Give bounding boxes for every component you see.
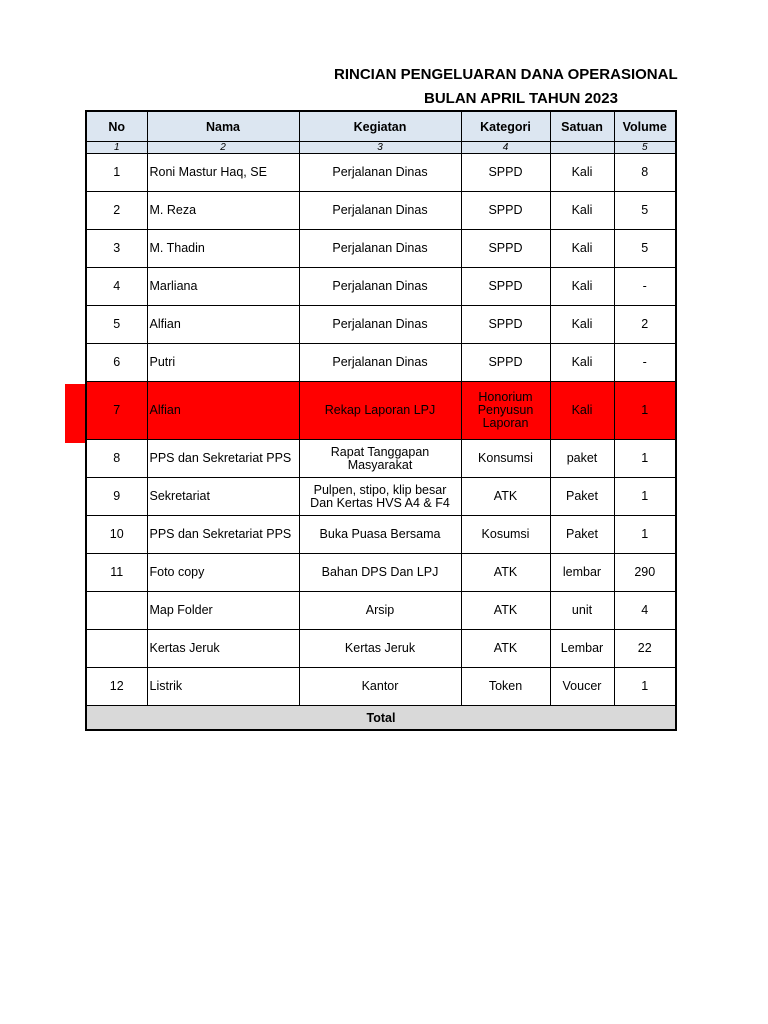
total-label: Total xyxy=(86,706,676,731)
cell-nama: Listrik xyxy=(147,668,299,706)
cell-volume: 5 xyxy=(614,192,676,230)
table-body xyxy=(86,154,676,706)
cell-nama: Putri xyxy=(147,344,299,382)
cell-nama: PPS dan Sekretariat PPS xyxy=(147,516,299,554)
cell-satuan: Paket xyxy=(550,516,614,554)
column-number: 2 xyxy=(147,142,299,154)
cell-kategori: ATK xyxy=(461,592,550,630)
cell-kategori: ATK xyxy=(461,554,550,592)
cell-nama: Marliana xyxy=(147,268,299,306)
table-row xyxy=(86,154,676,192)
cell-no: 4 xyxy=(86,268,147,306)
cell-satuan: Kali xyxy=(550,306,614,344)
cell-volume: 2 xyxy=(614,306,676,344)
cell-no: 7 xyxy=(86,382,147,440)
table-header-row xyxy=(86,111,676,142)
cell-volume: 1 xyxy=(614,382,676,440)
cell-volume: - xyxy=(614,268,676,306)
cell-nama: Map Folder xyxy=(147,592,299,630)
cell-kegiatan: Perjalanan Dinas xyxy=(299,154,461,192)
cell-satuan: Kali xyxy=(550,192,614,230)
cell-kategori: SPPD xyxy=(461,344,550,382)
cell-satuan: unit xyxy=(550,592,614,630)
cell-nama: Sekretariat xyxy=(147,478,299,516)
cell-satuan: Kali xyxy=(550,230,614,268)
cell-satuan: Paket xyxy=(550,478,614,516)
table-row xyxy=(86,478,676,516)
total-row xyxy=(86,706,676,731)
cell-volume: 1 xyxy=(614,516,676,554)
cell-kategori: SPPD xyxy=(461,192,550,230)
cell-volume: - xyxy=(614,344,676,382)
cell-kategori: SPPD xyxy=(461,230,550,268)
table-row xyxy=(86,230,676,268)
cell-kegiatan: Perjalanan Dinas xyxy=(299,268,461,306)
highlight-marker xyxy=(65,384,85,443)
header-satuan: Satuan xyxy=(550,111,614,142)
table-row xyxy=(86,192,676,230)
table-row xyxy=(86,440,676,478)
header-no: No xyxy=(86,111,147,142)
document-subtitle: BULAN APRIL TAHUN 2023 xyxy=(424,90,618,107)
cell-kegiatan: Perjalanan Dinas xyxy=(299,306,461,344)
cell-kategori: Kosumsi xyxy=(461,516,550,554)
cell-no: 3 xyxy=(86,230,147,268)
table-row xyxy=(86,592,676,630)
cell-no: 8 xyxy=(86,440,147,478)
cell-satuan: paket xyxy=(550,440,614,478)
cell-no: 6 xyxy=(86,344,147,382)
cell-nama: Kertas Jeruk xyxy=(147,630,299,668)
table-row xyxy=(86,344,676,382)
cell-kategori: SPPD xyxy=(461,306,550,344)
cell-volume: 1 xyxy=(614,668,676,706)
cell-kategori: SPPD xyxy=(461,154,550,192)
cell-no: 10 xyxy=(86,516,147,554)
cell-nama: Roni Mastur Haq, SE xyxy=(147,154,299,192)
table-row xyxy=(86,668,676,706)
cell-no xyxy=(86,630,147,668)
cell-kegiatan: Rapat Tanggapan Masyarakat xyxy=(299,440,461,478)
cell-volume: 4 xyxy=(614,592,676,630)
cell-nama: Foto copy xyxy=(147,554,299,592)
cell-no xyxy=(86,592,147,630)
cell-kegiatan: Rekap Laporan LPJ xyxy=(299,382,461,440)
cell-no: 12 xyxy=(86,668,147,706)
header-kategori: Kategori xyxy=(461,111,550,142)
cell-volume: 290 xyxy=(614,554,676,592)
cell-satuan: Kali xyxy=(550,268,614,306)
header-volume: Volume xyxy=(614,111,676,142)
cell-nama: M. Thadin xyxy=(147,230,299,268)
table-row xyxy=(86,630,676,668)
cell-satuan: Kali xyxy=(550,154,614,192)
cell-kategori: Token xyxy=(461,668,550,706)
cell-no: 9 xyxy=(86,478,147,516)
cell-volume: 1 xyxy=(614,478,676,516)
cell-volume: 22 xyxy=(614,630,676,668)
cell-kegiatan: Buka Puasa Bersama xyxy=(299,516,461,554)
cell-nama: Alfian xyxy=(147,306,299,344)
table-row xyxy=(86,306,676,344)
column-number: 4 xyxy=(461,142,550,154)
cell-volume: 1 xyxy=(614,440,676,478)
cell-nama: PPS dan Sekretariat PPS xyxy=(147,440,299,478)
cell-satuan: Kali xyxy=(550,382,614,440)
expense-table xyxy=(85,110,677,731)
cell-kategori: ATK xyxy=(461,630,550,668)
cell-kegiatan: Arsip xyxy=(299,592,461,630)
cell-satuan: Lembar xyxy=(550,630,614,668)
cell-kategori: ATK xyxy=(461,478,550,516)
column-number xyxy=(550,142,614,154)
column-number: 3 xyxy=(299,142,461,154)
cell-kegiatan: Perjalanan Dinas xyxy=(299,192,461,230)
cell-kategori: Konsumsi xyxy=(461,440,550,478)
cell-kegiatan: Bahan DPS Dan LPJ xyxy=(299,554,461,592)
table-row xyxy=(86,382,676,440)
header-nama: Nama xyxy=(147,111,299,142)
cell-no: 2 xyxy=(86,192,147,230)
cell-nama: Alfian xyxy=(147,382,299,440)
cell-kegiatan: Pulpen, stipo, klip besar Dan Kertas HVS A4 & F4 xyxy=(299,478,461,516)
cell-kategori: SPPD xyxy=(461,268,550,306)
column-number: 5 xyxy=(614,142,676,154)
cell-no: 5 xyxy=(86,306,147,344)
table-row xyxy=(86,268,676,306)
header-kegiatan: Kegiatan xyxy=(299,111,461,142)
cell-kegiatan: Kantor xyxy=(299,668,461,706)
cell-nama: M. Reza xyxy=(147,192,299,230)
cell-satuan: Voucer xyxy=(550,668,614,706)
cell-kegiatan: Perjalanan Dinas xyxy=(299,230,461,268)
column-number: 1 xyxy=(86,142,147,154)
cell-volume: 5 xyxy=(614,230,676,268)
document-title: RINCIAN PENGELUARAN DANA OPERASIONAL xyxy=(334,66,678,83)
cell-no: 1 xyxy=(86,154,147,192)
cell-volume: 8 xyxy=(614,154,676,192)
cell-kategori: Honorium Penyusun Laporan xyxy=(461,382,550,440)
cell-no: 11 xyxy=(86,554,147,592)
table-row xyxy=(86,554,676,592)
table-row xyxy=(86,516,676,554)
cell-kegiatan: Kertas Jeruk xyxy=(299,630,461,668)
column-number-row xyxy=(86,142,676,154)
cell-satuan: lembar xyxy=(550,554,614,592)
cell-satuan: Kali xyxy=(550,344,614,382)
cell-kegiatan: Perjalanan Dinas xyxy=(299,344,461,382)
